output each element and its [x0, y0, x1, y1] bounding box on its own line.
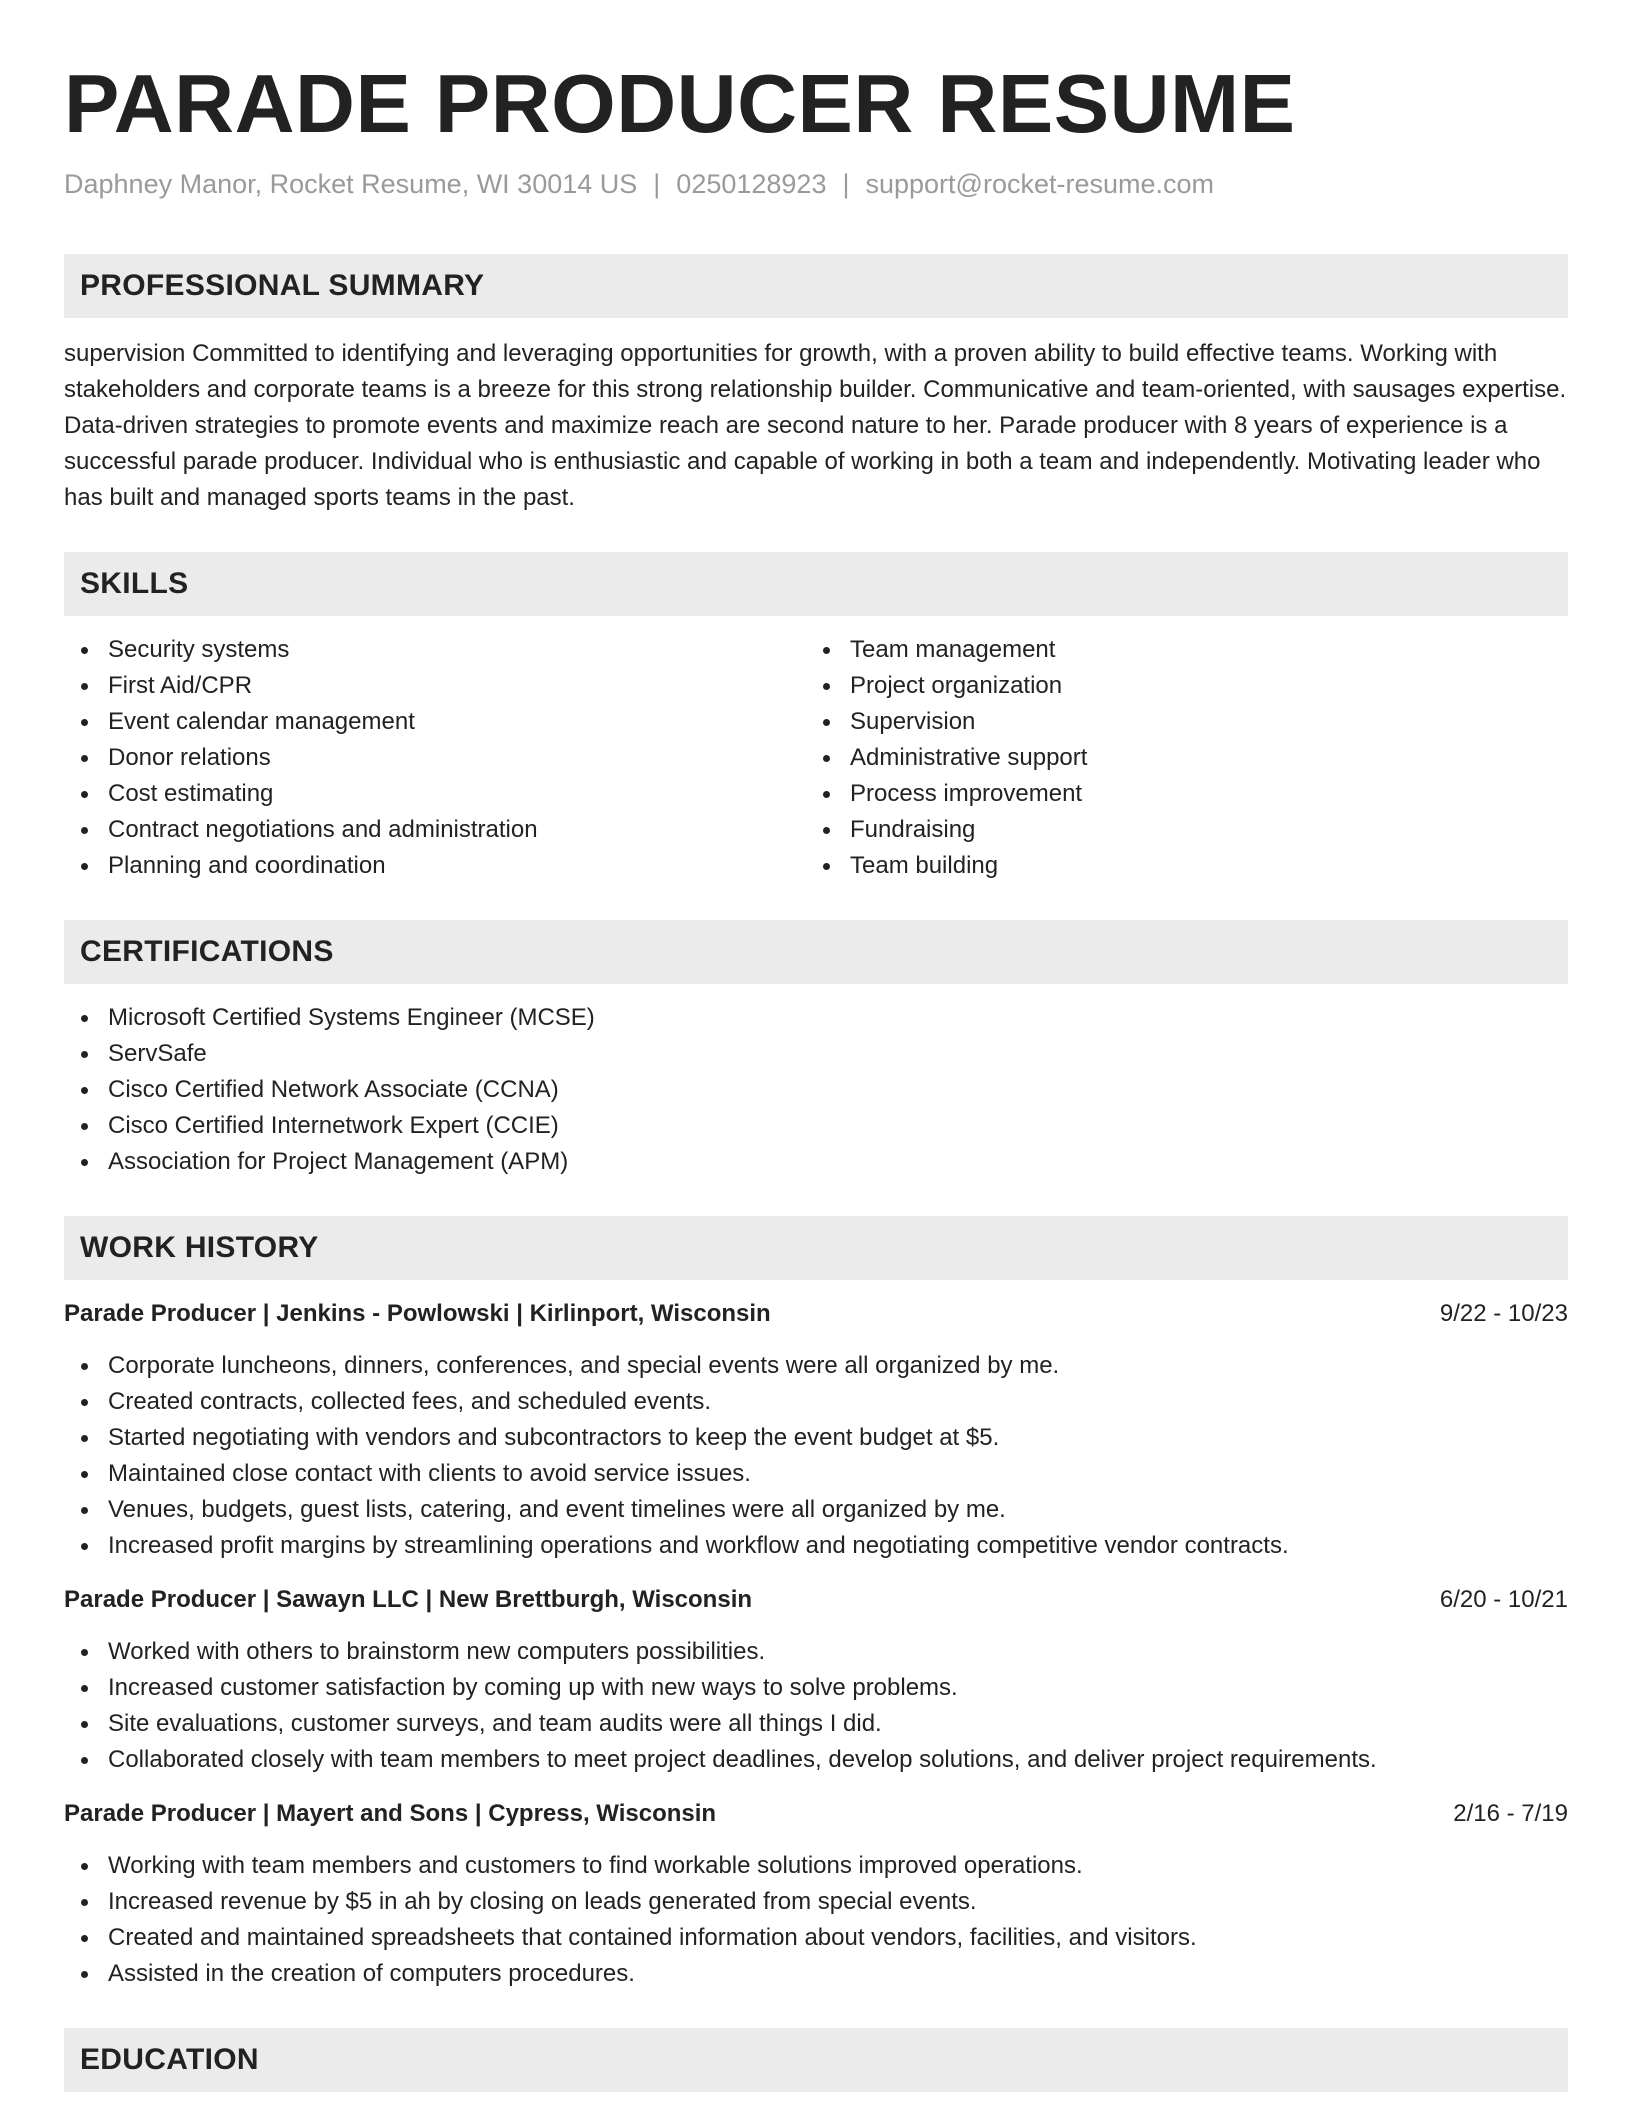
- skill-item: Process improvement: [806, 776, 1548, 812]
- job-header: [64, 1582, 1568, 1618]
- job-header: [64, 1796, 1568, 1832]
- skill-item: Cost estimating: [64, 776, 806, 812]
- skill-item: Team building: [806, 848, 1548, 884]
- job-bullet: Maintained close contact with clients to avoid service issues.: [64, 1456, 1568, 1492]
- skills-list-left: [64, 632, 806, 884]
- job-bullet: Collaborated closely with team members to meet project deadlines, develop solutions, and deliver project requirements.: [64, 1742, 1568, 1778]
- job-dates: 2/16 - 7/19: [1453, 1800, 1568, 1827]
- contact-separator: |: [842, 169, 850, 199]
- summary-text: supervision Committed to identifying and leveraging opportunities for growth, with a proven ability to build effective teams. Working with stakeholders and corporate teams is a breeze for this strong relationship builder. Communicative and team-oriented, with sausages expertise. Data-driven strategies to promote events and maximize reach are second nature to her. Parade producer with 8 years of experience is a successful parade producer. Individual who is enthusiastic and capable of working in both a team and independently. Motivating leader who has built and managed sports teams in the past.: [64, 340, 1567, 511]
- job-entry: [64, 1582, 1568, 1778]
- certification-item: Association for Project Management (APM): [64, 1144, 1568, 1180]
- job-bullet: Started negotiating with vendors and subcontractors to keep the event budget at $5.: [64, 1420, 1568, 1456]
- skill-item: Donor relations: [64, 740, 806, 776]
- job-entry: [64, 1796, 1568, 1992]
- job-bullet: Increased revenue by $5 in ah by closing on leads generated from special events.: [64, 1884, 1568, 1920]
- skill-item: Planning and coordination: [64, 848, 806, 884]
- contact-address: Daphney Manor, Rocket Resume, WI 30014 US: [64, 169, 638, 199]
- job-dates: 9/22 - 10/23: [1439, 1300, 1568, 1327]
- certification-item: Cisco Certified Internetwork Expert (CCIE): [64, 1108, 1568, 1144]
- certification-item: Cisco Certified Network Associate (CCNA): [64, 1072, 1568, 1108]
- section-header-summary: PROFESSIONAL SUMMARY: [64, 254, 1568, 318]
- certification-item: ServSafe: [64, 1036, 1568, 1072]
- job-bullet: Working with team members and customers to find workable solutions improved operations.: [64, 1848, 1568, 1884]
- skill-item: Security systems: [64, 632, 806, 668]
- job-bullet: Venues, budgets, guest lists, catering, and event timelines were all organized by me.: [64, 1492, 1568, 1528]
- job-entry: [64, 1296, 1568, 1564]
- job-bullets: [64, 1348, 1568, 1564]
- section-header-education: EDUCATION: [64, 2028, 1568, 2092]
- section-header-certifications: CERTIFICATIONS: [64, 920, 1568, 984]
- job-bullet: Assisted in the creation of computers procedures.: [64, 1956, 1568, 1992]
- skill-item: Fundraising: [806, 812, 1548, 848]
- job-bullets: [64, 1848, 1568, 1992]
- contact-phone: 0250128923: [676, 169, 827, 199]
- job-bullets: [64, 1634, 1568, 1778]
- job-header: [64, 1296, 1568, 1332]
- skill-item: Supervision: [806, 704, 1548, 740]
- certifications-list: [64, 1000, 1568, 1180]
- skills-columns: [64, 632, 1568, 884]
- job-title: Parade Producer | Sawayn LLC | New Brettburgh, Wisconsin: [64, 1586, 753, 1613]
- contact-line: [64, 166, 1568, 202]
- skill-item: Administrative support: [806, 740, 1548, 776]
- skill-item: First Aid/CPR: [64, 668, 806, 704]
- skills-list-right: [806, 632, 1548, 884]
- resume-title: PARADE PRODUCER RESUME: [64, 57, 1296, 150]
- job-bullet: Created and maintained spreadsheets that contained information about vendors, facilities, and visitors.: [64, 1920, 1568, 1956]
- contact-separator: |: [653, 169, 661, 199]
- certification-item: Microsoft Certified Systems Engineer (MCSE): [64, 1000, 1568, 1036]
- job-bullet: Worked with others to brainstorm new computers possibilities.: [64, 1634, 1568, 1670]
- job-bullet: Created contracts, collected fees, and scheduled events.: [64, 1384, 1568, 1420]
- skill-item: Contract negotiations and administration: [64, 812, 806, 848]
- skill-item: Event calendar management: [64, 704, 806, 740]
- job-bullet: Corporate luncheons, dinners, conferences, and special events were all organized by me.: [64, 1348, 1568, 1384]
- job-bullet: Increased profit margins by streamlining operations and workflow and negotiating competitive vendor contracts.: [64, 1528, 1568, 1564]
- job-bullet: Increased customer satisfaction by coming up with new ways to solve problems.: [64, 1670, 1568, 1706]
- job-dates: 6/20 - 10/21: [1439, 1586, 1568, 1613]
- section-header-skills: SKILLS: [64, 552, 1568, 616]
- job-bullet: Site evaluations, customer surveys, and team audits were all things I did.: [64, 1706, 1568, 1742]
- skill-item: Team management: [806, 632, 1548, 668]
- job-title: Parade Producer | Jenkins - Powlowski | Kirlinport, Wisconsin: [64, 1300, 771, 1327]
- work-history-list: [64, 1296, 1568, 1992]
- contact-email: support@rocket-resume.com: [865, 169, 1215, 199]
- job-title: Parade Producer | Mayert and Sons | Cypress, Wisconsin: [64, 1800, 717, 1827]
- section-header-work-history: WORK HISTORY: [64, 1216, 1568, 1280]
- skill-item: Project organization: [806, 668, 1548, 704]
